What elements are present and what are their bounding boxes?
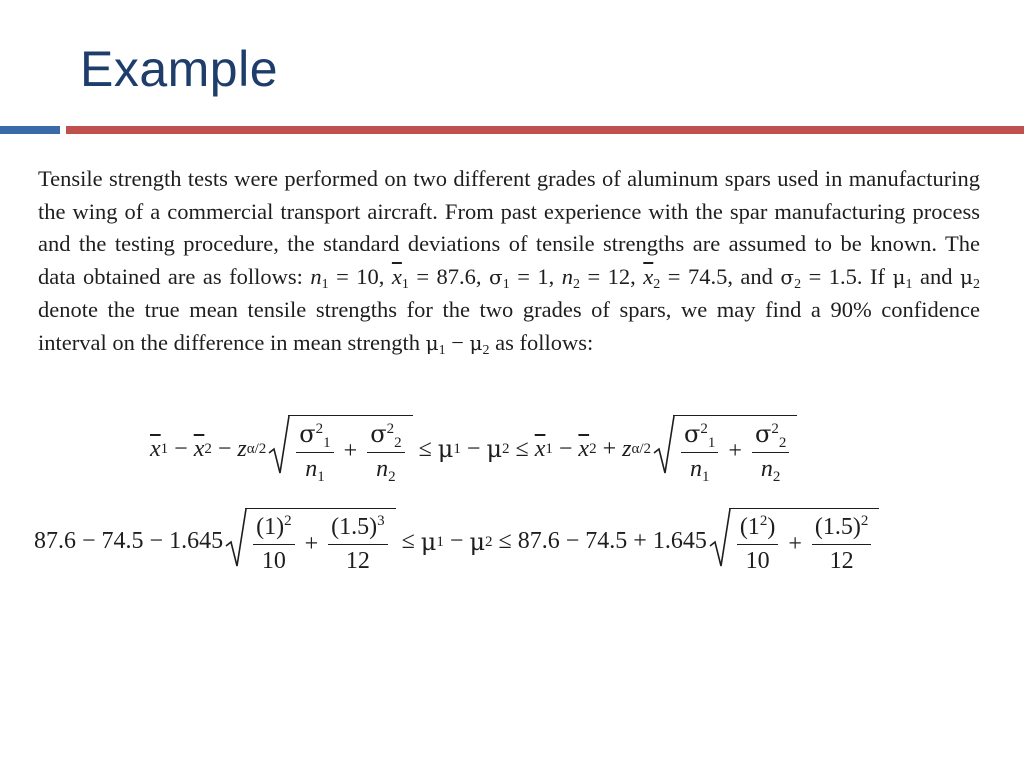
radical-icon [709, 508, 731, 568]
formula-general: $\overline{x}$ 1 − $\overline{x}$ 2 − z α/2 $\frac{\sigma^2_1}{n_1}$ + $\frac{\sigma^2_2}{n_2}$ ≤ μ 1 − μ 2 ≤ $\overline{x}$ 1 − $\overline{x}$ 2 + z α/2 $\frac{\sigma^2_1}{n_1}$ + $\frac{\sigma^2_2}{n_2}$ [150, 415, 797, 484]
sqrt-left: $\frac{\sigma^2_1}{n_1}$ + $\frac{\sigma^2_2}{n_2}$ [268, 415, 412, 484]
radical-icon [225, 508, 247, 568]
radical-icon [268, 415, 290, 475]
problem-paragraph: Tensile strength tests were performed on two different grades of aluminum spars used in manufacturing the wing of a commercial transport aircraft. From past experience with the spar manufacturing process and the testing procedure, the standard deviations of tensile strengths are assumed to be known. The data obtained are as follows: $n_1 = 10$, $\overline{x}_1 = 87.6$, $\sigma_1 = 1$, $n_2 = 12$, $\overline{x}_2 = 74.5$, and $\sigma_2 = 1.5$. If $\mu_1$ and $\mu_2$ denote the true mean tensile strengths for the two grades of spars, we may find a 90% confidence interval on the difference in mean strength $\mu_1 - \mu_2$ as follows: [38, 166, 980, 358]
sqrt-numeric-right: $\frac{(1^2)}{10}$ + $\frac{(1.5)^2}{12}$ [709, 508, 880, 576]
divider-accent [0, 126, 60, 134]
sqrt-numeric-left: $\frac{(1)^2}{10}$ + $\frac{(1.5)^3}{12}$ [225, 508, 396, 576]
divider-line [66, 126, 1024, 134]
sqrt-right: $\frac{\sigma^2_1}{n_1}$ + $\frac{\sigma^2_2}{n_2}$ [653, 415, 797, 484]
page-title: Example [80, 41, 279, 97]
radical-icon [653, 415, 675, 475]
formula-numeric: 87.6 − 74.5 − 1.645 $\frac{(1)^2}{10}$ + $\frac{(1.5)^3}{12}$ ≤ μ 1 − μ 2 ≤ 87.6 − 74.5 + 1.645 $\frac{(1^2)}{10}$ + $\frac{(1.5)^2}{12}$ [34, 508, 879, 576]
